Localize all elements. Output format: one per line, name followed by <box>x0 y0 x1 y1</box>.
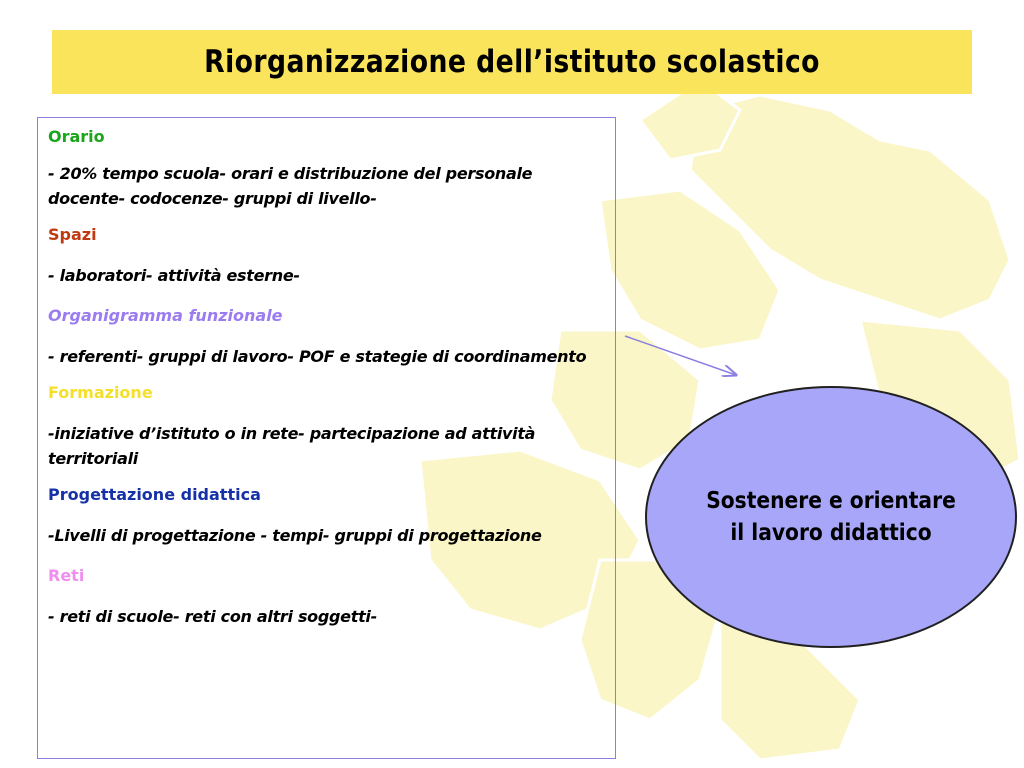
arrow-connector <box>620 330 750 390</box>
section-body-organigramma: - referenti- gruppi di lavoro- POF e stategie di coordinamento <box>48 347 587 366</box>
section-body-spazi: - laboratori- attività esterne- <box>48 266 300 285</box>
slide-title: Riorganizzazione dell’istituto scolastico <box>204 44 820 80</box>
title-bar <box>52 30 972 94</box>
section-body-reti: - reti di scuole- reti con altri soggetti- <box>48 607 377 626</box>
section-heading-organigramma: Organigramma funzionale <box>48 306 283 325</box>
goal-ellipse <box>645 386 1017 648</box>
section-heading-spazi: Spazi <box>48 225 97 244</box>
section-heading-progettazione: Progettazione didattica <box>48 485 261 504</box>
section-heading-orario: Orario <box>48 127 105 146</box>
section-body-formazione: -iniziative d’istituto o in rete- partecipazione ad attività territoriali <box>48 424 536 468</box>
section-body-orario: - 20% tempo scuola- orari e distribuzione del personale docente- codocenze- gruppi di livello- <box>48 164 533 208</box>
content-box <box>37 117 616 759</box>
goal-text: Sostenere e orientare il lavoro didattico <box>706 488 956 546</box>
section-heading-reti: Reti <box>48 566 85 585</box>
section-body-progettazione: -Livelli di progettazione - tempi- gruppi di progettazione <box>48 526 542 545</box>
section-heading-formazione: Formazione <box>48 383 153 402</box>
